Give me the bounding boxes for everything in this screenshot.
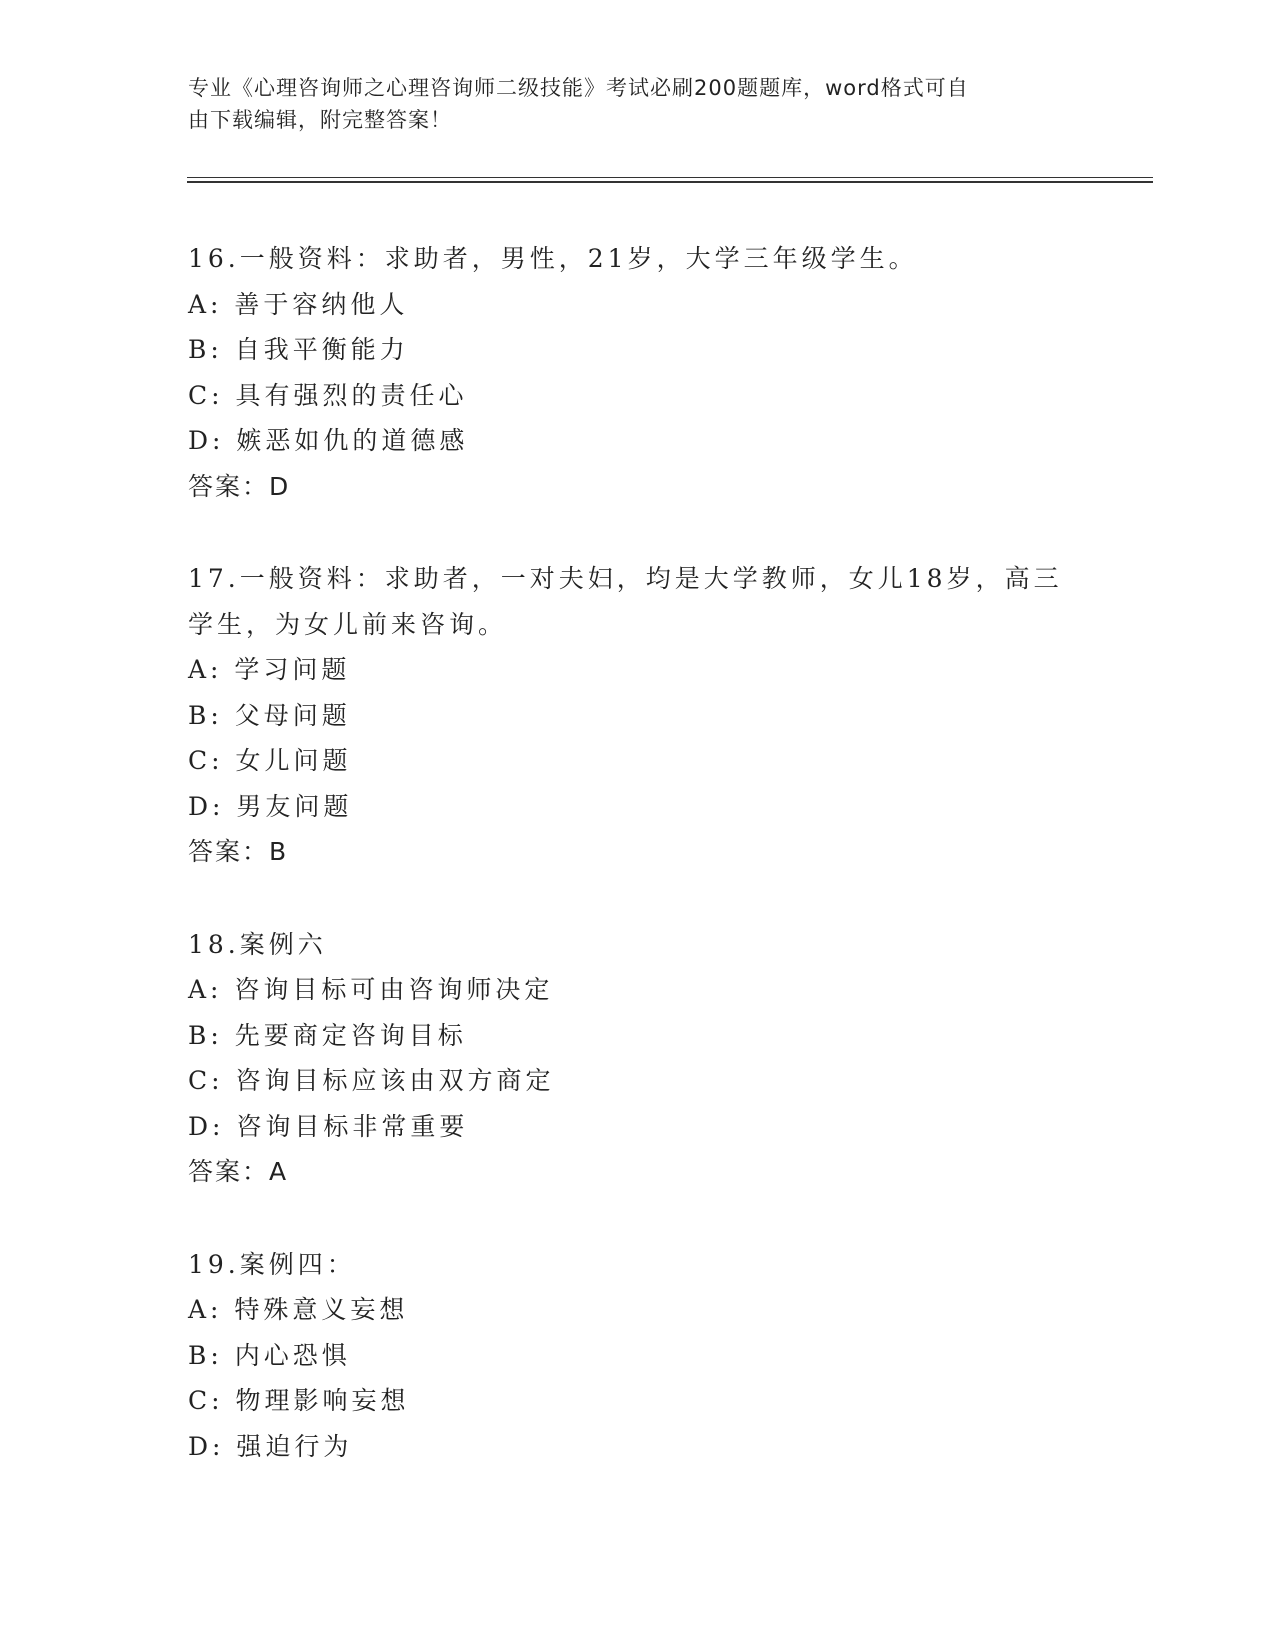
header-rule-top — [187, 177, 1153, 178]
option-c: C: 咨询目标应该由双方商定 — [188, 1066, 555, 1095]
question-stem-continued: 学生，为女儿前来咨询。 — [188, 609, 508, 639]
question-stem: 16.一般资料：求助者，男性，21岁，大学三年级学生。 — [188, 244, 918, 273]
question-stem: 18.案例六 — [188, 929, 327, 959]
option-a: A: 学习问题 — [188, 655, 351, 684]
question-stem: 19.案例四： — [188, 1249, 356, 1279]
option-d: D: 咨询目标非常重要 — [188, 1111, 469, 1141]
option-b: B: 父母问题 — [188, 700, 351, 730]
question-16 — [188, 236, 1068, 509]
header-line-1: 专业《心理咨询师之心理咨询师二级技能》考试必刷200题题库，word格式可自 — [188, 76, 969, 100]
question-17 — [188, 556, 1068, 875]
option-a: A: 咨询目标可由咨询师决定 — [188, 975, 554, 1004]
option-d: D: 嫉恶如仇的道德感 — [188, 426, 469, 455]
question-18 — [188, 922, 1068, 1195]
question-stem: 17.一般资料：求助者，一对夫妇，均是大学教师，女儿18岁，高三 — [188, 564, 1063, 593]
option-d: D: 强迫行为 — [188, 1431, 353, 1461]
option-c: C: 具有强烈的责任心 — [188, 380, 468, 410]
option-a: A: 善于容纳他人 — [188, 289, 409, 319]
header-line-2: 由下载编辑，附完整答案！ — [188, 108, 452, 132]
option-c: C: 物理影响妄想 — [188, 1386, 410, 1415]
option-d: D: 男友问题 — [188, 791, 353, 821]
answer-line: 答案：A — [188, 1157, 289, 1186]
answer-line: 答案：B — [188, 837, 289, 866]
question-19 — [188, 1242, 1068, 1470]
option-a: A: 特殊意义妄想 — [188, 1295, 409, 1324]
document-header — [188, 72, 1068, 136]
header-rule-bottom — [187, 181, 1153, 183]
option-b: B: 先要商定咨询目标 — [188, 1020, 467, 1050]
question-list — [188, 236, 1068, 1516]
option-c: C: 女儿问题 — [188, 746, 352, 775]
answer-line: 答案：D — [188, 471, 291, 501]
option-b: B: 自我平衡能力 — [188, 335, 409, 364]
option-b: B: 内心恐惧 — [188, 1340, 351, 1370]
